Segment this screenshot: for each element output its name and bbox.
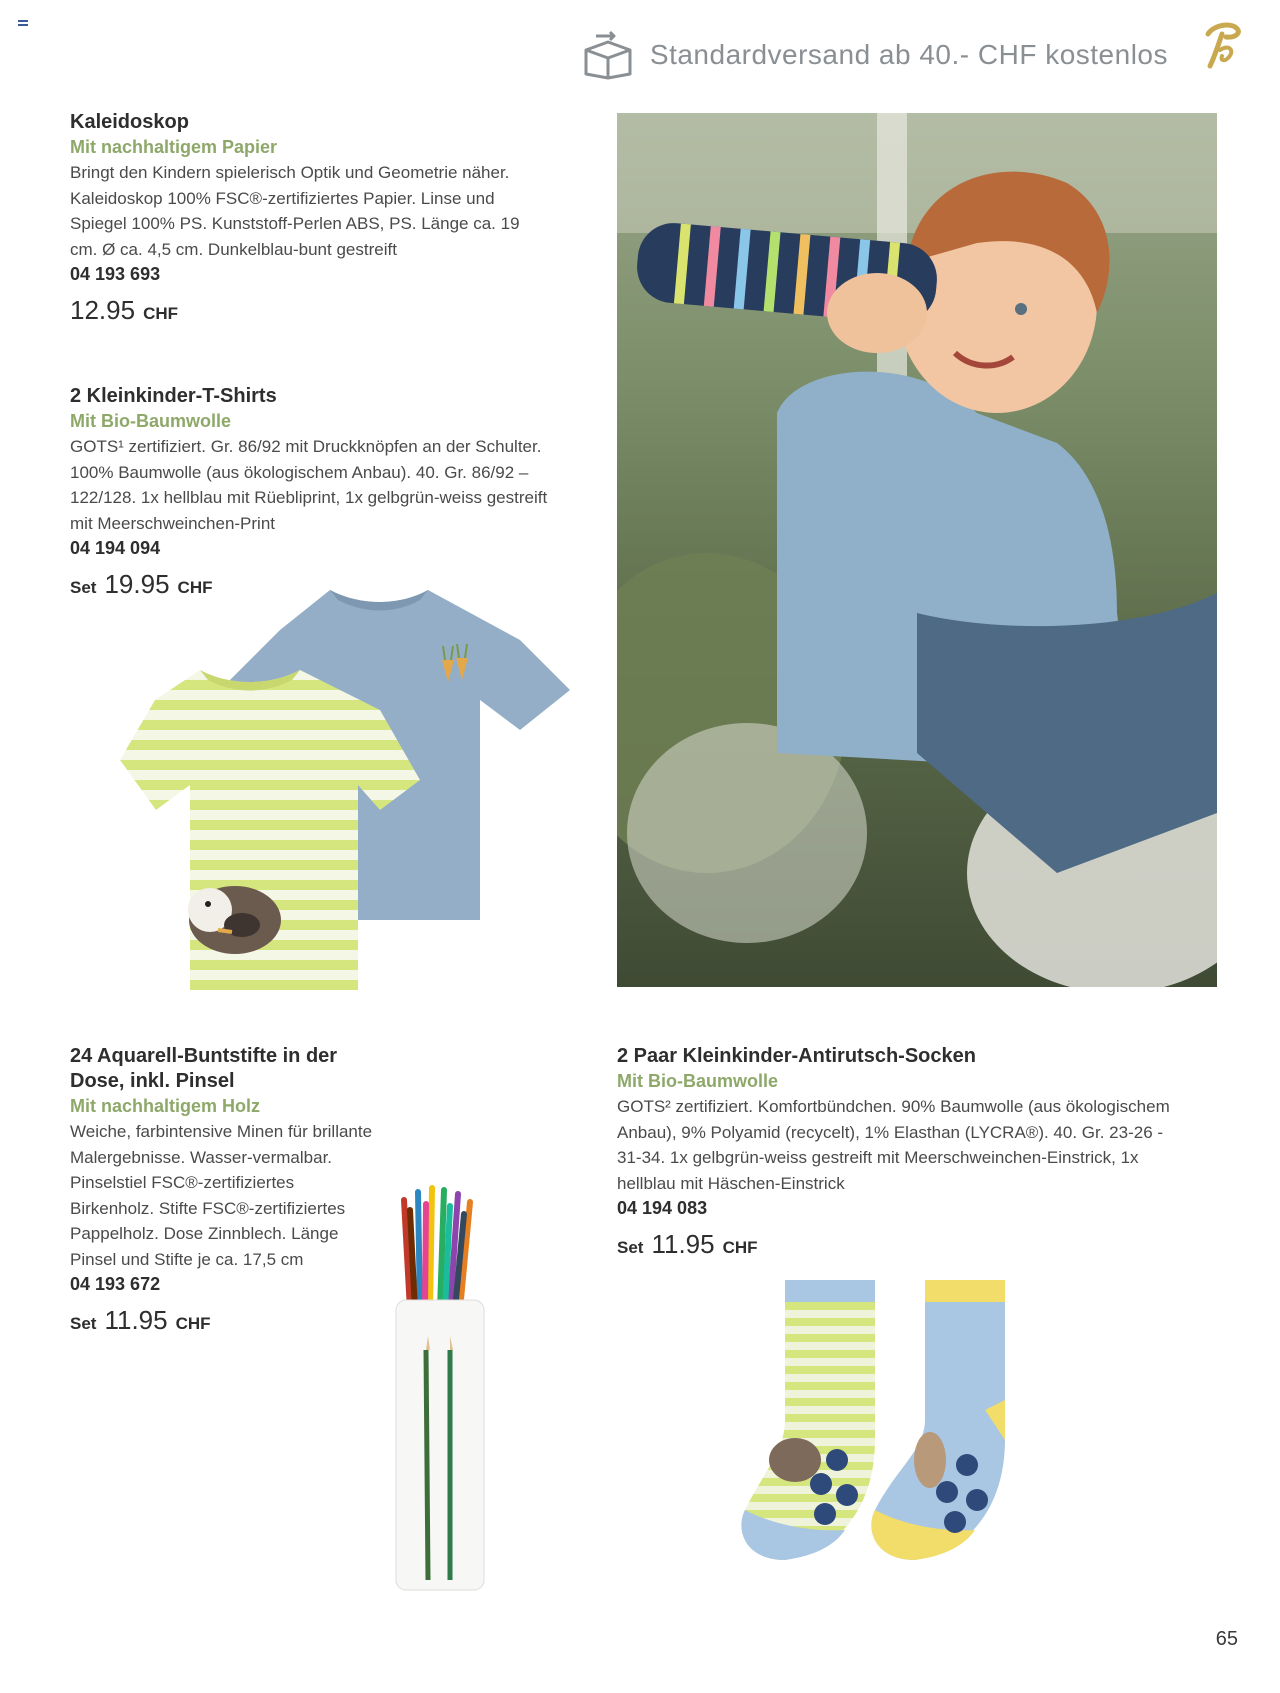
price-currency: CHF [722,1238,758,1257]
product-title: Kaleidoskop [70,111,189,133]
product-t-shirts [70,384,550,600]
price-prefix: Set [70,578,97,597]
product-sku: 04 194 083 [617,1198,708,1218]
socks-image [725,1270,1055,1570]
product-title: 24 Aquarell-Buntstifte in der Dose, inkl. Pinsel [70,1045,338,1092]
product-description: GOTS² zertifiziert. Komfortbündchen. 90% Baumwolle (aus ökologischem Anbau), 9% Polyamid (recycelt), 1% Elasthan (LYCRA®). 40. Gr. 23-26 - 31-34. 1x gelbgrün-weiss gestreift mit Meerschweinchen-Einstrick, 1x hellblau mit Häschen-Einstrick [617,1097,1170,1193]
product-sku: 04 194 094 [70,538,161,558]
price-amount: 11.95 [104,1305,168,1335]
price-prefix: Set [70,1314,97,1333]
kid-with-kaleidoscope-photo [617,113,1217,987]
shipping-banner [580,30,1168,80]
price-amount: 11.95 [651,1229,715,1259]
product-title: 2 Paar Kleinkinder-Antirutsch-Socken [617,1045,976,1067]
t-shirts-image [110,580,580,1000]
price-currency: CHF [177,578,213,597]
price-amount: 12.95 [70,295,136,325]
product-description: Weiche, farbintensive Minen für brillante Malergebnisse. Wasser-vermalbar. Pinselstiel FSC®-zertifiziertes Birkenholz. Stifte FSC®-zertifiziertes Pappelholz. Dose Zinnblech. Länge Pinsel und Stifte je ca. 17,5 cm [70,1122,373,1269]
product-sku: 04 193 693 [70,264,161,284]
price-amount: 19.95 [104,569,170,599]
product-subtitle: Mit nachhaltigem Papier [70,137,278,157]
product-description: Bringt den Kindern spielerisch Optik und Geometrie näher. Kaleidoskop 100% FSC®-zertifiziertes Papier. Linse und Spiegel 100% PS. Kunststoff-Perlen ABS, PS. Länge ca. 19 cm. Ø ca. 4,5 cm. Dunkelblau-bunt gestreift [70,163,520,259]
price-currency: CHF [143,304,179,323]
menu-icon[interactable] [18,20,28,28]
product-subtitle: Mit Bio-Baumwolle [70,411,231,431]
product-description: GOTS¹ zertifiziert. Gr. 86/92 mit Druckknöpfen an der Schulter. 100% Baumwolle (aus ökologischem Anbau). 40. Gr. 86/92 – 122/128. 1x hellblau mit Rüebliprint, 1x gelbgrün-weiss gestreift mit Meerschweinchen-Print [70,437,548,533]
pencil-tin-image [380,1180,500,1600]
product-sku: 04 193 672 [70,1274,161,1294]
product-kaleidoskop [70,110,550,326]
shipping-text: Standardversand ab 40.- CHF kostenlos [649,39,1168,70]
page-number: 65 [1215,1628,1238,1650]
product-price [617,1229,1177,1260]
product-buntstifte [70,1044,380,1336]
price-prefix: Set [617,1238,644,1257]
product-price [70,1305,380,1336]
delivery-box-icon [580,30,636,80]
tchibo-logo-icon [1200,20,1244,74]
product-socken [617,1044,1177,1260]
product-subtitle: Mit nachhaltigem Holz [70,1096,261,1116]
product-price [70,295,550,326]
product-subtitle: Mit Bio-Baumwolle [617,1071,778,1091]
product-title: 2 Kleinkinder-T-Shirts [70,385,277,407]
price-currency: CHF [175,1314,211,1333]
